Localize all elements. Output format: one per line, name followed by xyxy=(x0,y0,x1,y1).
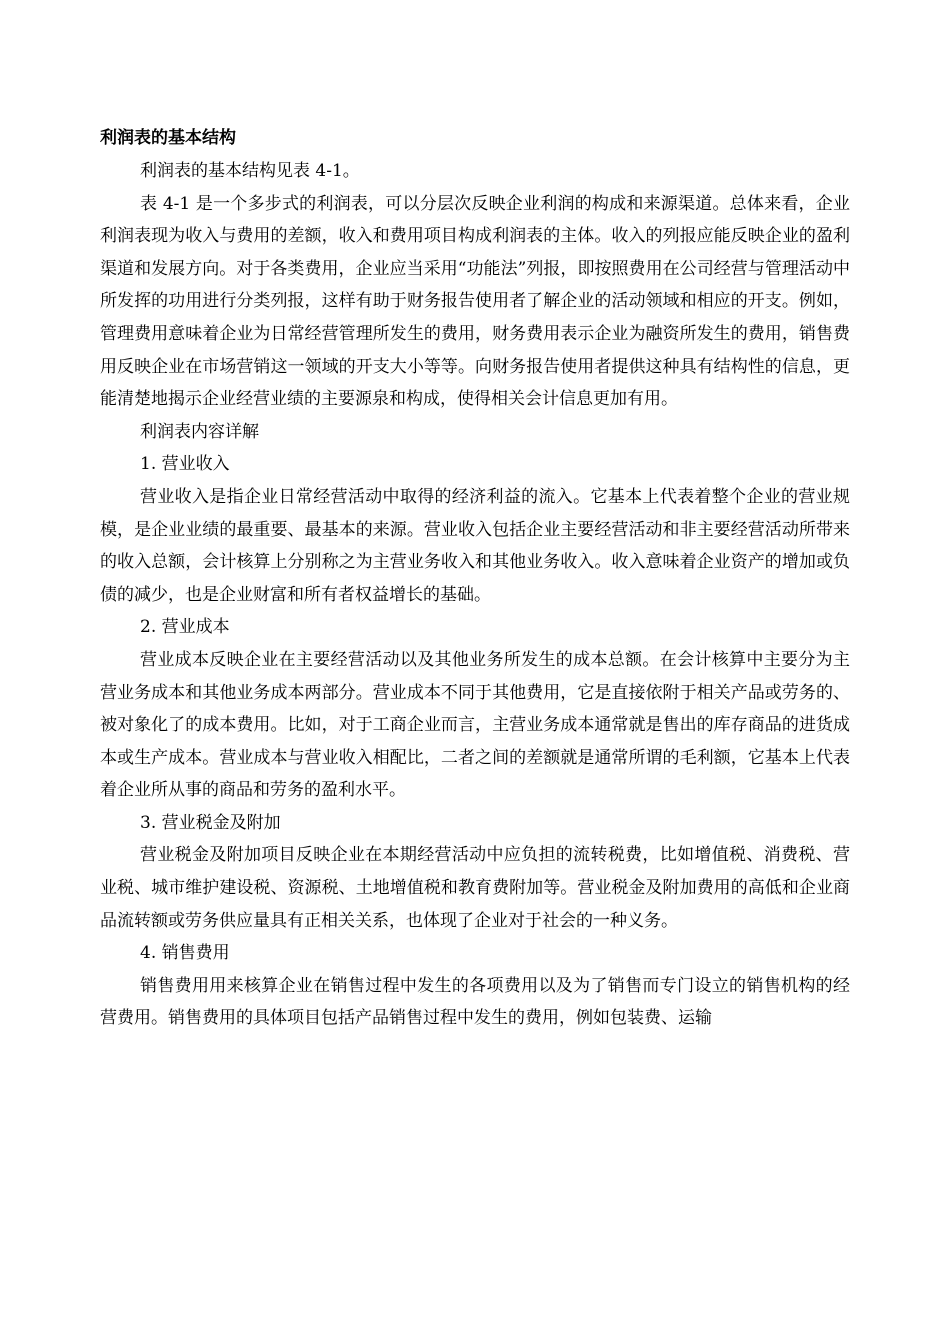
paragraph-structure-overview: 表 4-1 是一个多步式的利润表，可以分层次反映企业利润的构成和来源渠道。总体来看，企业利润表现为收入与费用的差额，收入和费用项目构成利润表的主体。收入的列报应能反映企业的盈利渠道和发展方向。对于各类费用，企业应当采用“功能法”列报，即按照费用在公司经营与管理活动中所发挥的功用进行分类列报，这样有助于财务报告使用者了解企业的活动领域和相应的开支。例如，管理费用意味着企业为日常经营管理所发生的费用，财务费用表示企业为融资所发生的费用，销售费用反映企业在市场营销这一领域的开支大小等等。向财务报告使用者提供这种具有结构性的信息，更能清楚地揭示企业经营业绩的主要源泉和构成，使得相关会计信息更加有用。 xyxy=(100,193,850,410)
document-page xyxy=(100,122,850,1035)
subheading-business-taxes: 3. 营业税金及附加 xyxy=(140,812,281,833)
paragraph-table-reference: 利润表的基本结构见表 4-1。 xyxy=(140,161,360,181)
subheading-selling-expenses: 4. 销售费用 xyxy=(140,943,230,964)
paragraph-selling-expenses: 销售费用用来核算企业在销售过程中发生的各项费用以及为了销售而专门设立的销售机构的经营费用。销售费用的具体项目包括产品销售过程中发生的费用，例如包装费、运输 xyxy=(100,975,850,1029)
section-title: 利润表的基本结构 xyxy=(100,128,236,148)
subheading-operating-revenue: 1. 营业收入 xyxy=(140,454,230,475)
paragraph-operating-cost: 营业成本反映企业在主要经营活动以及其他业务所发生的成本总额。在会计核算中主要分为主营业务成本和其他业务成本两部分。营业成本不同于其他费用，它是直接依附于相关产品或劳务的、被对象化了的成本费用。比如，对于工商企业而言，主营业务成本通常就是售出的库存商品的进货成本或生产成本。营业成本与营业收入相配比，二者之间的差额就是通常所谓的毛利额，它基本上代表着企业所从事的商品和劳务的盈利水平。 xyxy=(100,649,850,801)
paragraph-content-intro: 利润表内容详解 xyxy=(140,421,259,442)
subheading-operating-cost: 2. 营业成本 xyxy=(140,617,230,638)
paragraph-operating-revenue: 营业收入是指企业日常经营活动中取得的经济利益的流入。它基本上代表着整个企业的营业规模，是企业业绩的最重要、最基本的来源。营业收入包括企业主要经营活动和非主要经营活动所带来的收入总额，会计核算上分别称之为主营业务收入和其他业务收入。收入意味着企业资产的增加或负债的减少，也是企业财富和所有者权益增长的基础。 xyxy=(100,486,850,605)
paragraph-business-taxes: 营业税金及附加项目反映企业在本期经营活动中应负担的流转税费，比如增值税、消费税、营业税、城市维护建设税、资源税、土地增值税和教育费附加等。营业税金及附加费用的高低和企业商品流转额或劳务供应量具有正相关关系，也体现了企业对于社会的一种义务。 xyxy=(100,845,850,931)
